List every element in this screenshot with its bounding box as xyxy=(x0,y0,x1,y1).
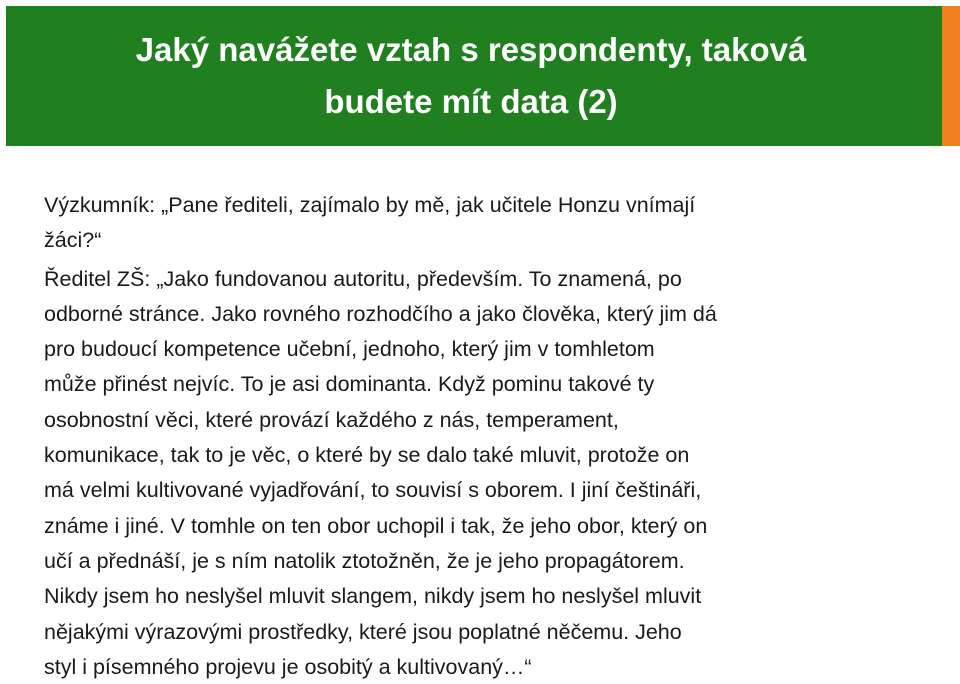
title-line-1: Jaký navážete vztah s respondenty, taková xyxy=(135,31,807,68)
text-line: Výzkumník: „Pane řediteli, zajímalo by mě, jak učitele Honzu vnímají xyxy=(44,193,696,217)
title-line-2: budete mít data (2) xyxy=(324,83,618,120)
slide-body xyxy=(44,188,944,684)
text-line: může přinést nejvíc. To je asi dominanta. Když pominu takové ty xyxy=(44,372,655,397)
text-line: odborné stránce. Jako rovného rozhodčího a jako člověka, který jim dá xyxy=(44,301,717,326)
slide-title xyxy=(20,24,922,128)
principal-answer xyxy=(44,262,944,684)
accent-strip xyxy=(942,6,960,146)
text-line: nějakými výrazovými prostředky, které jsou poplatné něčemu. Jeho xyxy=(44,619,682,644)
text-line: komunikace, tak to je věc, o které by se dalo také mluvit, protože on xyxy=(44,443,690,468)
text-line: osobnostní věci, které provází každého z nás, temperament, xyxy=(44,407,619,432)
text-line: známe i jiné. V tomhle on ten obor uchopil i tak, že jeho obor, který on xyxy=(44,513,708,538)
text-line: má velmi kultivované vyjadřování, to souvisí s oborem. I jiní češtináři, xyxy=(44,478,702,503)
researcher-question xyxy=(44,188,944,259)
text-line: Ředitel ZŠ: „Jako fundovanou autoritu, především. To znamená, po xyxy=(44,266,682,291)
text-line: žáci?“ xyxy=(44,228,102,253)
text-line: styl i písemného projevu je osobitý a kultivovaný…“ xyxy=(44,654,532,679)
text-line: učí a přednáší, je s ním natolik ztotožněn, že je jeho propagátorem. xyxy=(44,548,685,573)
text-line: Nikdy jsem ho neslyšel mluvit slangem, nikdy jsem ho neslyšel mluvit xyxy=(44,584,702,609)
text-line: pro budoucí kompetence učební, jednoho, který jim v tomhletom xyxy=(44,337,655,362)
